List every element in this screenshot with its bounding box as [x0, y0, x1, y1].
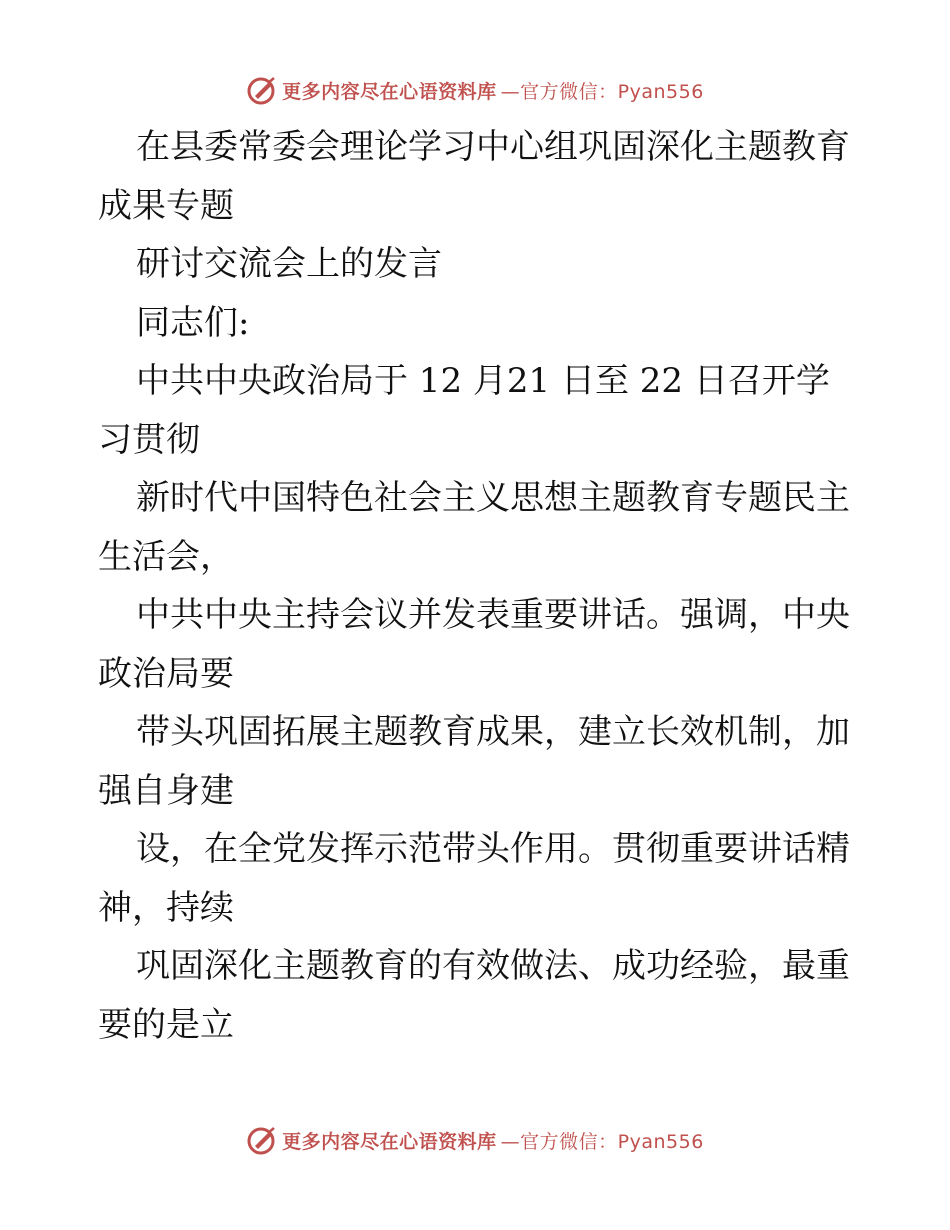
footer-brand-text: 更多内容尽在心语资料库	[282, 1130, 497, 1153]
header-watermark-banner	[0, 70, 950, 110]
paragraph-line: 中共中央政治局于 12 月21 日至 22 日召开学	[136, 361, 830, 401]
paragraph-line: 政治局要	[98, 653, 234, 694]
paragraph-line: 要的是立	[98, 1004, 234, 1045]
paragraph-line: 神，持续	[98, 887, 234, 928]
paragraph-line: 在县委常委会理论学习中心组巩固深化主题教育	[136, 127, 850, 167]
paragraph-line: 成果专题	[98, 185, 234, 226]
paragraph-line: 强自身建	[98, 770, 234, 811]
paragraph-line: 生活会，	[98, 536, 234, 577]
paragraph-line: 中共中央主持会议并发表重要讲话。强调，中央	[136, 595, 850, 635]
paragraph-line: 新时代中国特色社会主义思想主题教育专题民主	[136, 478, 850, 518]
document-body	[98, 118, 858, 1054]
pen-logo-icon	[246, 74, 278, 106]
header-official-account-text: —官方微信：Pyan556	[500, 80, 704, 103]
paragraph-line: 习贯彻	[98, 419, 200, 460]
footer-official-account-text: —官方微信：Pyan556	[500, 1130, 704, 1153]
footer-watermark-banner	[0, 1120, 950, 1160]
paragraph-line: 研讨交流会上的发言	[136, 244, 442, 284]
paragraph-line: 同志们:	[136, 302, 250, 343]
pen-logo-icon	[246, 1124, 278, 1156]
header-brand-text: 更多内容尽在心语资料库	[282, 80, 497, 103]
paragraph-line: 带头巩固拓展主题教育成果，建立长效机制，加	[136, 712, 850, 752]
paragraph-line: 设，在全党发挥示范带头作用。贯彻重要讲话精	[136, 829, 850, 869]
paragraph-line: 巩固深化主题教育的有效做法、成功经验，最重	[136, 946, 850, 986]
